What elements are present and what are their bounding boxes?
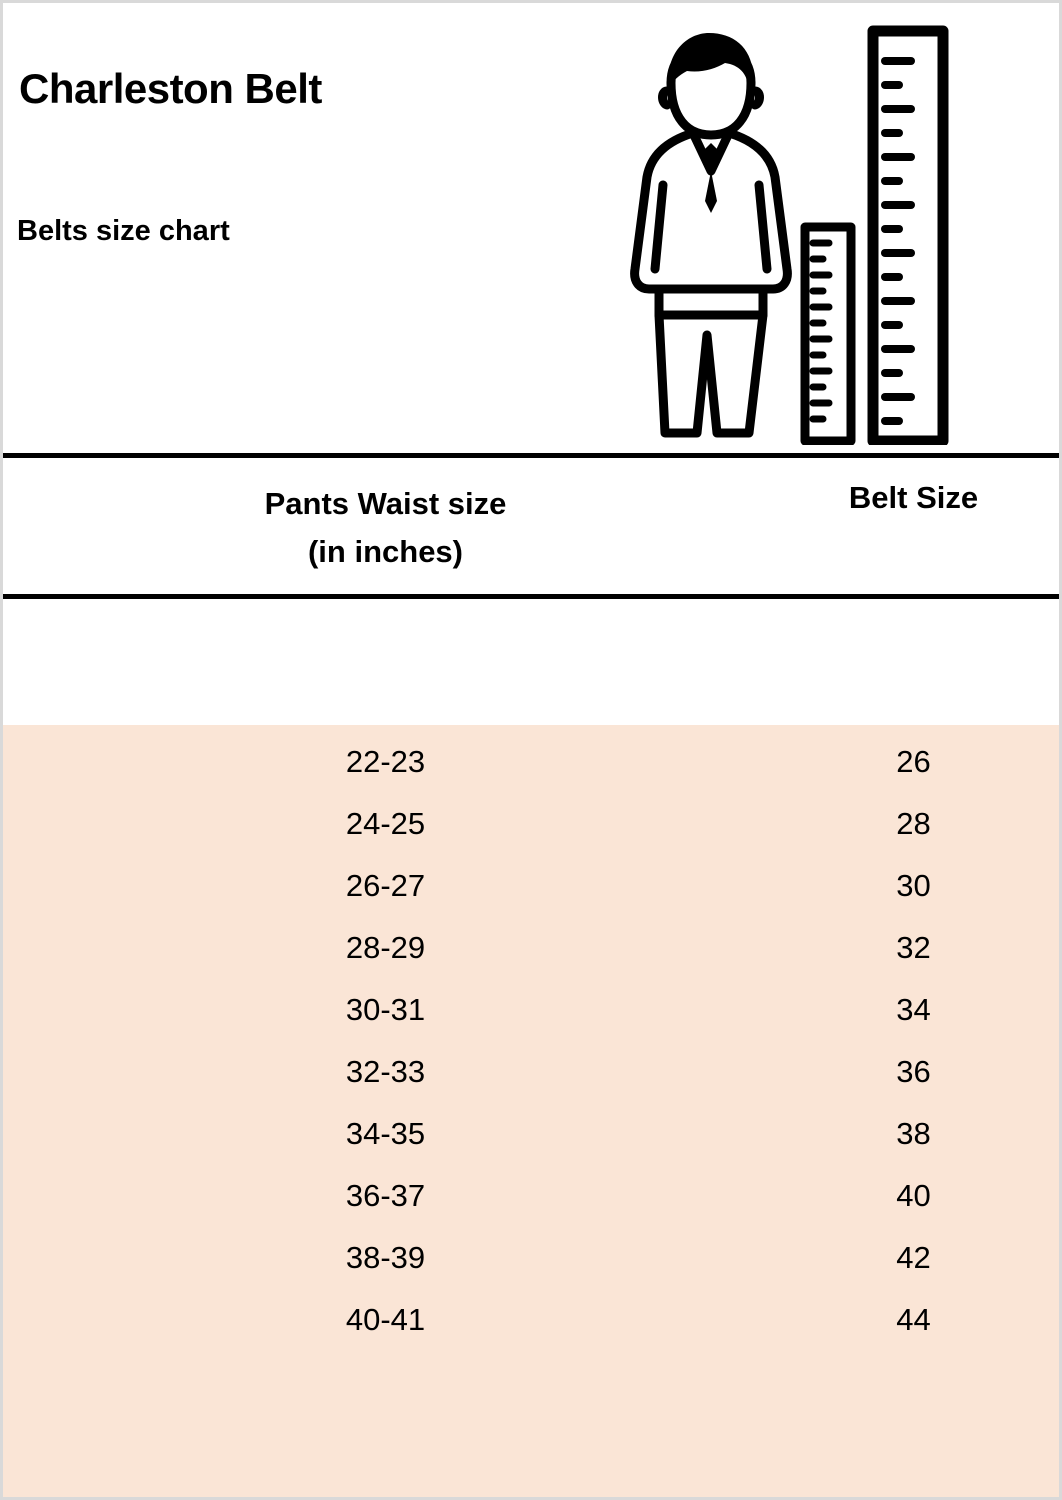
chart-header (3, 3, 1059, 453)
cell-waist: 32-33 (345, 1054, 426, 1089)
table-row (3, 855, 1059, 917)
cell-waist: 22-23 (345, 744, 426, 779)
table-row (3, 1227, 1059, 1289)
cell-belt: 26 (896, 744, 931, 779)
cell-belt: 30 (896, 868, 931, 903)
cell-waist: 28-29 (345, 930, 426, 965)
page-title: Charleston Belt (19, 65, 322, 112)
table-row (3, 1165, 1059, 1227)
cell-belt: 34 (896, 992, 931, 1027)
table-spacer-row (3, 599, 1059, 725)
column-header-waist-line1: Pants Waist size (264, 486, 507, 521)
cell-waist: 30-31 (345, 992, 426, 1027)
cell-waist: 24-25 (345, 806, 426, 841)
page-subtitle: Belts size chart (17, 215, 230, 247)
cell-belt: 40 (896, 1178, 931, 1213)
column-header-waist-line2: (in inches) (307, 534, 463, 570)
cell-belt: 44 (896, 1302, 931, 1337)
table-header (3, 458, 1059, 594)
cell-belt: 36 (896, 1054, 931, 1089)
cell-waist: 36-37 (345, 1178, 426, 1213)
table-row (3, 1103, 1059, 1165)
column-header-belt: Belt Size (848, 480, 979, 515)
cell-belt: 42 (896, 1240, 931, 1275)
table-row (3, 1041, 1059, 1103)
table-row (3, 1289, 1059, 1351)
table-rows-container (3, 725, 1059, 1500)
cell-waist: 38-39 (345, 1240, 426, 1275)
cell-belt: 28 (896, 806, 931, 841)
table-row (3, 917, 1059, 979)
man-with-rulers-icon (629, 25, 969, 445)
cell-waist: 40-41 (345, 1302, 426, 1337)
table-body (3, 599, 1059, 1500)
table-row (3, 979, 1059, 1041)
cell-belt: 32 (896, 930, 931, 965)
cell-waist: 26-27 (345, 868, 426, 903)
column-header-waist (3, 480, 768, 576)
cell-belt: 38 (896, 1116, 931, 1151)
table-row (3, 731, 1059, 793)
cell-waist: 34-35 (345, 1116, 426, 1151)
table-row (3, 793, 1059, 855)
